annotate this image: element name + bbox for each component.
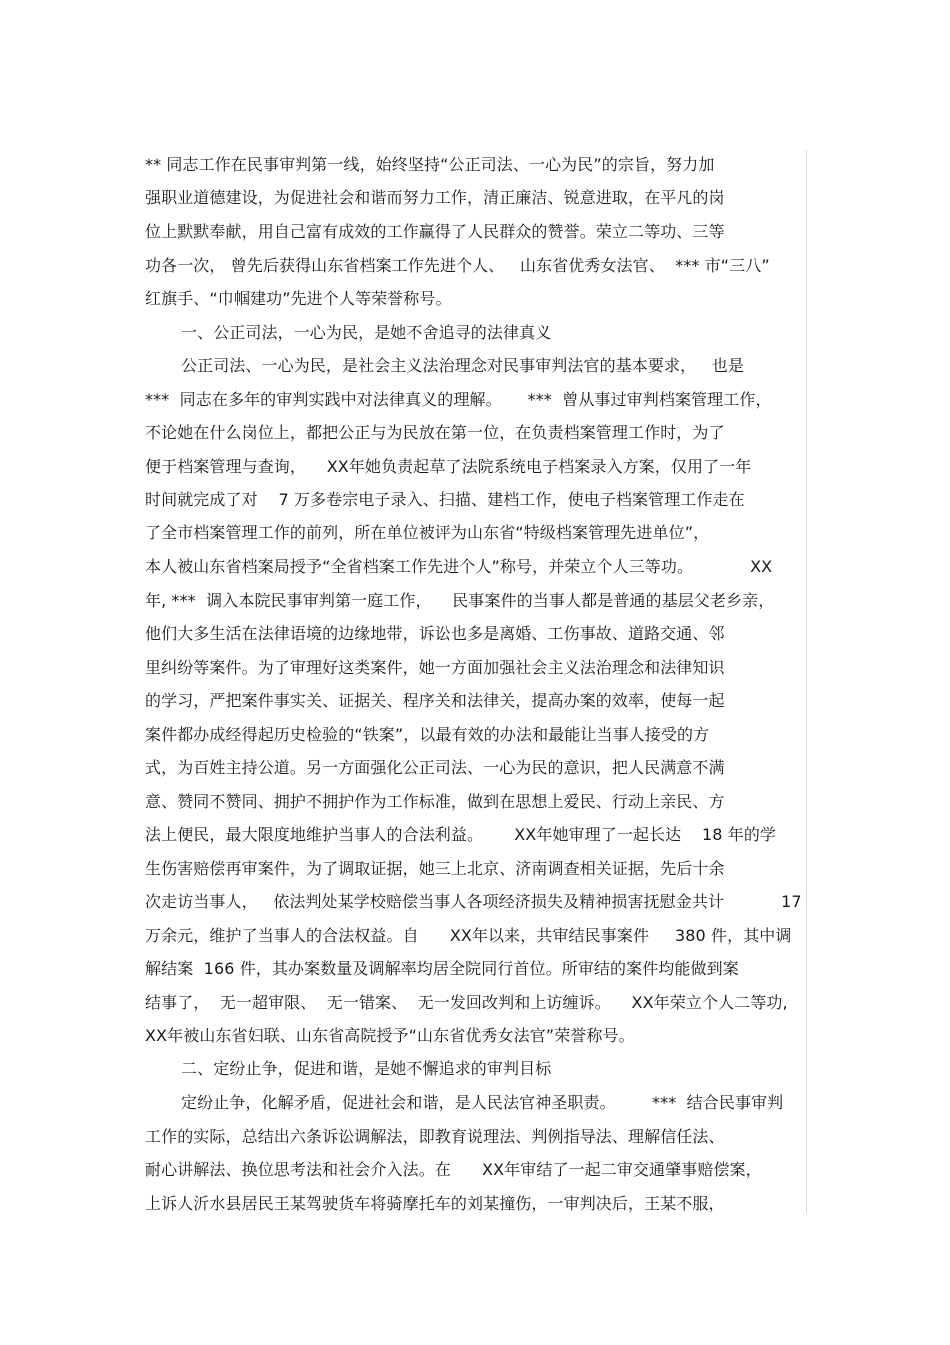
text-line: 强职业道德建设，为促进社会和谐而努力工作，清正廉洁、锐意进取，在平凡的岗: [145, 188, 725, 207]
section-heading: 一、公正司法，一心为民，是她不舍追寻的法律真义: [181, 323, 552, 342]
text-line: 年, *** 调入本院民事审判第一庭工作， 民事案件的当事人都是普通的基层父老乡亲，: [145, 591, 775, 610]
text-line: ** 同志工作在民事审判第一线，始终坚持“公正司法、一心为民”的宗旨，努力加: [145, 155, 715, 174]
text-line: 不论她在什么岗位上，都把公正与为民放在第一位，在负责档案管理工作时，为了: [145, 423, 725, 442]
text-line: 公正司法、一心为民，是社会主义法治理念对民事审判法官的基本要求， 也是: [181, 356, 744, 375]
section-heading: 二、定纷止争，促进和谐，是她不懈追求的审判目标: [181, 1059, 552, 1078]
text-line: 了全市档案管理工作的前列，所在单位被评为山东省“特级档案管理先进单位”，: [145, 523, 710, 542]
text-line: 解结案 166 件，其办案数量及调解率均居全院同行首位。所审结的案件均能做到案: [145, 959, 739, 978]
text-line: 红旗手、“巾帼建功”先进个人等荣誉称号。: [145, 289, 452, 308]
text-line: 案件都办成经得起历史检验的“铁案”，以最有效的办法和最能让当事人接受的方: [145, 725, 710, 744]
text-line: 耐心讲解法、换位思考法和社会介入法。在 XX年审结了一起二审交通肇事赔偿案，: [145, 1160, 762, 1179]
text-line: 的学习，严把案件事实关、证据关、程序关和法律关，提高办案的效率，使每一起: [145, 691, 725, 710]
page-edge-rule: [806, 150, 807, 1213]
text-line: XX年被山东省妇联、山东省高院授予“山东省优秀女法官”荣誉称号。: [145, 1026, 635, 1045]
text-line: 上诉人沂水县居民王某驾驶货车将骑摩托车的刘某撞伤，一审判决后，王某不服，: [145, 1194, 725, 1213]
text-line: 他们大多生活在法律语境的边缘地带，诉讼也多是离婚、工伤事故、道路交通、邻: [145, 624, 725, 643]
text-line: 万余元，维护了当事人的合法权益。自 XX年以来，共审结民事案件 380 件，其中调: [145, 926, 792, 945]
text-line: 位上默默奉献，用自己富有成效的工作赢得了人民群众的赞誉。荣立二等功、三等: [145, 222, 725, 241]
text-line: 定纷止争，化解矛盾，促进社会和谐，是人民法官神圣职责。 *** 结合民事审判: [181, 1093, 784, 1112]
text-line: 生伤害赔偿再审案件，为了调取证据，她三上北京、济南调查相关证据，先后十余: [145, 859, 725, 878]
text-line: 法上便民，最大限度地维护当事人的合法利益。 XX年她审理了一起长达 18 年的学: [145, 825, 777, 844]
text-line: 时间就完成了对 7 万多卷宗电子录入、扫描、建档工作，使电子档案管理工作走在: [145, 490, 745, 509]
text-line: 次走访当事人， 依法判处某学校赔偿当事人各项经济损失及精神损害抚慰金共计 17: [145, 892, 802, 911]
text-line: 里纠纷等案件。为了审理好这类案件，她一方面加强社会主义法治理念和法律知识: [145, 658, 725, 677]
text-line: 便于档案管理与查询， XX年她负责起草了法院系统电子档案录入方案，仅用了一年: [145, 457, 752, 476]
text-line: 结事了， 无一超审限、 无一错案、 无一发回改判和上访缠诉。 XX年荣立个人二等功,: [145, 993, 788, 1012]
text-line: *** 同志在多年的审判实践中对法律真义的理解。 *** 曾从事过审判档案管理工作，: [145, 390, 772, 409]
text-line: 式，为百姓主持公道。另一方面强化公正司法、一心为民的意识，把人民满意不满: [145, 758, 725, 777]
text-line: 功各一次， 曾先后获得山东省档案工作先进个人、 山东省优秀女法官、 *** 市“三八”: [145, 256, 770, 275]
text-line: 本人被山东省档案局授予“全省档案工作先进个人”称号，并荣立个人三等功。 XX: [145, 557, 773, 576]
text-line: 意、赞同不赞同、拥护不拥护作为工作标准，做到在思想上爱民、行动上亲民、方: [145, 792, 725, 811]
text-line: 工作的实际，总结出六条诉讼调解法，即教育说理法、判例指导法、理解信任法、: [145, 1127, 725, 1146]
